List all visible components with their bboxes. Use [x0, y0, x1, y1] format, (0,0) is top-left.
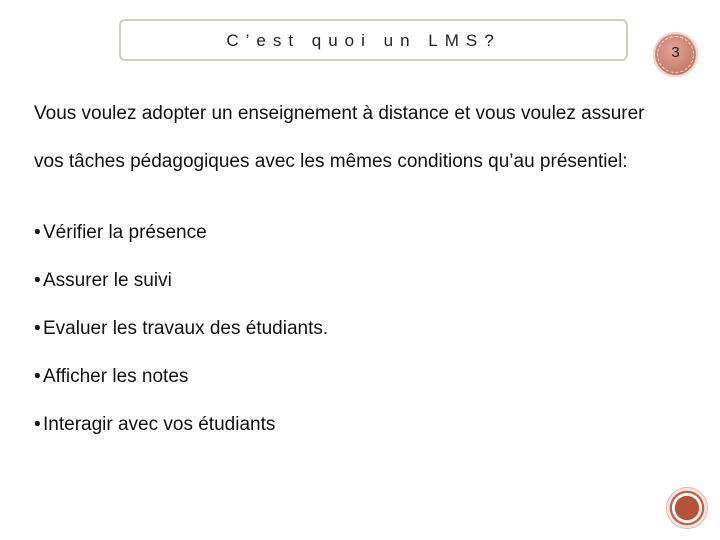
page-number: 3 [671, 44, 680, 61]
bullet-text: Interagir avec vos étudiants [43, 414, 276, 435]
bullet-item [34, 318, 328, 366]
slide-title: C’est quoi un LMS? [226, 31, 501, 50]
slide-title-box [119, 19, 628, 61]
bullet-text: Vérifier la présence [43, 222, 207, 243]
bullet-item [34, 366, 328, 414]
intro-line-1: Vous voulez adopter un enseignement à distance et vous voulez assurer [34, 103, 645, 124]
bullet-text: Afficher les notes [43, 366, 189, 387]
bullet-marker: • [34, 270, 41, 291]
page-number-badge-icon [653, 32, 698, 77]
bullet-text: Assurer le suivi [43, 270, 172, 291]
bullet-marker: • [34, 366, 41, 387]
bullet-text: Evaluer les travaux des étudiants. [43, 318, 329, 339]
intro-line-2: vos tâches pédagogiques avec les mêmes conditions qu’au présentiel: [34, 151, 628, 172]
bullet-marker: • [34, 318, 41, 339]
bullet-marker: • [34, 222, 41, 243]
bullet-item [34, 222, 328, 270]
bullet-marker: • [34, 414, 41, 435]
bullet-list [34, 222, 328, 462]
circle-nav-button-icon[interactable] [667, 488, 707, 528]
bullet-item [34, 414, 328, 462]
bullet-item [34, 270, 328, 318]
